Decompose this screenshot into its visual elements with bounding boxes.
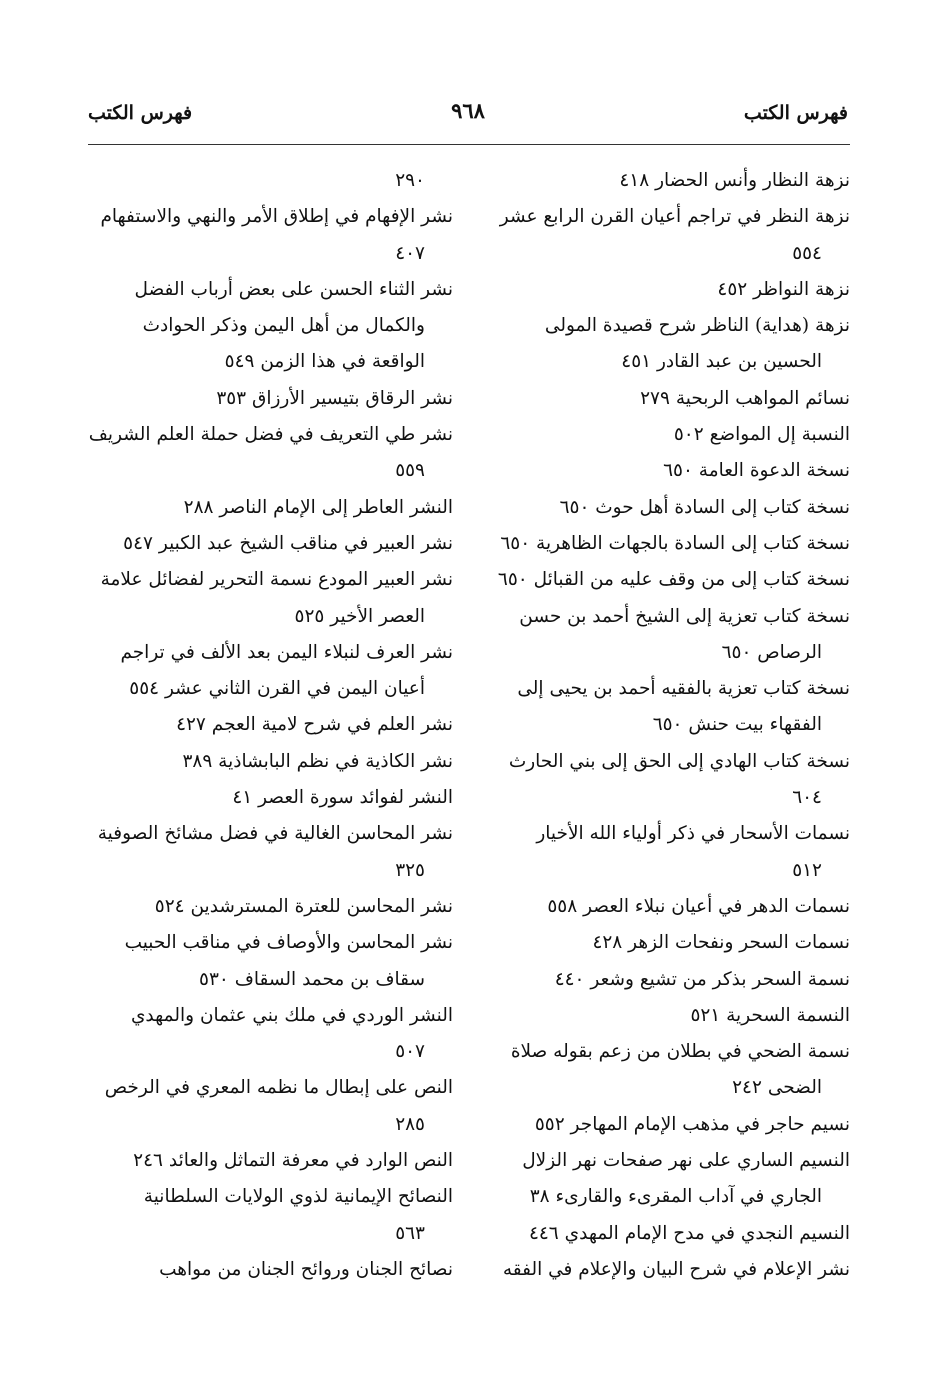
entry-title-line: النشر لفوائد سورة العصر ٤١ <box>232 787 453 809</box>
entry-title-line: النسيم النجدي في مدح الإمام المهدي ٤٤٦ <box>528 1222 850 1244</box>
index-entry <box>81 707 453 743</box>
entry-title-line: نسيم حاجر في مذهب الإمام المهاجر ٥٥٢ <box>534 1113 850 1135</box>
entry-continuation-line: ٥٥٤ <box>792 242 822 264</box>
index-entry <box>81 889 453 925</box>
entry-title-line: نشر الثناء الحسن على بعض أرباب الفضل <box>134 278 453 300</box>
entry-title-line: النصائح الإيمانية لذوي الولايات السلطانية <box>143 1186 453 1208</box>
entry-title-line: نسمات الأسحار في ذكر أولياء الله الأخيار <box>536 823 850 845</box>
entry-title-line: نسمات السحر ونفحات الزهر ٤٢٨ <box>592 932 850 954</box>
index-entry <box>81 1070 453 1143</box>
entry-continuation-line: ٥٠٧ <box>395 1041 425 1063</box>
index-entry <box>480 562 850 598</box>
entry-title-line: نسخة كتاب إلى من وقف عليه من القبائل ٦٥٠ <box>497 569 850 591</box>
entry-continuation-line: العصر الأخير ٥٢٥ <box>294 605 425 627</box>
entry-continuation-line: الفقهاء بيت حنش ٦٥٠ <box>652 714 822 736</box>
index-entry <box>81 163 453 199</box>
index-entry <box>480 744 850 817</box>
entry-title-line: نزهة النظار وأنس الحضار ٤١٨ <box>619 170 850 191</box>
entry-title-line: النص الوارد في معرفة التماثل والعائد ٢٤٦ <box>133 1150 453 1172</box>
index-entry <box>480 599 850 672</box>
entry-title-line: نشر العلم في شرح لامية العجم ٤٢٧ <box>176 714 453 736</box>
entry-continuation-line: ٥٦٣ <box>395 1222 425 1244</box>
index-entry <box>480 1034 850 1107</box>
entry-title-line: نسائم المواهب الربحية ٢٧٩ <box>640 387 850 409</box>
entry-continuation-line: الرصاص ٦٥٠ <box>721 641 822 663</box>
index-entry <box>81 272 453 381</box>
entry-continuation-line: سقاف بن محمد السقاف ٥٣٠ <box>199 968 425 990</box>
entry-title-line: النص على إبطال ما نظمه المعري في الرخص <box>104 1077 453 1099</box>
index-entry <box>81 780 453 816</box>
index-entry <box>81 925 453 998</box>
index-entry <box>480 889 850 925</box>
entry-title-line: نزهة النظر في تراجم أعيان القرن الرابع عشر <box>499 206 850 228</box>
entry-title-line: نسخة كتاب إلى السادة أهل حوث ٦٥٠ <box>559 496 850 518</box>
index-entry <box>81 1143 453 1179</box>
index-entry <box>480 1143 850 1216</box>
entry-title-line: نسخة كتاب تعزية بالفقيه أحمد بن يحيى إلى <box>517 678 850 700</box>
index-entry <box>480 199 850 272</box>
running-title-left: فهرس الكتب <box>88 102 193 124</box>
entry-continuation-line: الواقعة في هذا الزمن ٥٤٩ <box>224 351 425 373</box>
index-entry <box>480 453 850 489</box>
index-entry <box>480 163 850 199</box>
entry-title-line: النشر الوردي في ملك بني عثمان والمهدي <box>130 1004 453 1026</box>
header-rule <box>88 144 850 145</box>
index-entry <box>480 925 850 961</box>
index-column-right <box>480 163 850 1288</box>
entry-title-line: النسيم الساري على نهر صفحات نهر الزلال <box>522 1150 850 1172</box>
entry-continuation-line: الحسين بن عبد القادر ٤٥١ <box>621 351 822 373</box>
index-entry <box>81 526 453 562</box>
entry-title-line: نشر العبير المودع نسمة التحرير لفضائل علامة <box>100 569 453 591</box>
entry-title-line: نسمات الدهر في أعيان نبلاء العصر ٥٥٨ <box>547 895 850 917</box>
entry-continuation-line: ٥٥٩ <box>395 460 425 482</box>
index-entry <box>480 1216 850 1252</box>
index-column-left <box>81 163 453 1288</box>
index-entry <box>480 816 850 889</box>
index-entry <box>81 417 453 490</box>
index-entry <box>480 1252 850 1288</box>
index-entry <box>81 381 453 417</box>
entry-continuation-line: ٤٠٧ <box>395 242 425 264</box>
entry-continuation-line: ٢٨٥ <box>395 1113 425 1135</box>
entry-continuation-line: الجاري في آداب المقرىء والقارىء ٣٨ <box>529 1186 822 1208</box>
entry-continuation-line: ٥١٢ <box>792 859 822 881</box>
index-entry <box>81 816 453 889</box>
entry-title-line: نزهة النواظر ٤٥٢ <box>717 278 850 300</box>
index-entry <box>81 562 453 635</box>
index-entry <box>480 381 850 417</box>
entry-title-line: نسخة كتاب الهادي إلى الحق إلى بني الحارث <box>508 750 850 772</box>
entry-title-line: نسخة كتاب إلى السادة بالجهات الظاهرية ٦٥٠ <box>500 532 850 554</box>
entry-title-line: نسخة الدعوة العامة ٦٥٠ <box>663 460 850 482</box>
index-entry <box>480 417 850 453</box>
entry-title-line: نشر الكاذية في نظم البابشاذية ٣٨٩ <box>182 750 453 772</box>
index-entry <box>81 744 453 780</box>
entry-title-line: نشر المحاسن الغالية في فضل مشائخ الصوفية <box>97 823 453 845</box>
running-title-right: فهرس الكتب <box>743 102 848 124</box>
index-entry <box>81 1179 453 1252</box>
index-entry <box>480 272 850 308</box>
index-entry <box>81 635 453 708</box>
entry-title-line: النسبة إل المواضع ٥٠٢ <box>673 424 850 446</box>
page-header <box>88 98 848 138</box>
entry-title-line: نشر العبير في مناقب الشيخ عبد الكبير ٥٤٧ <box>123 532 453 554</box>
index-entry <box>81 490 453 526</box>
entry-continuation-line: والكمال من أهل اليمن وذكر الحوادث <box>142 315 425 337</box>
page-number: ٩٦٨ <box>451 98 485 123</box>
index-entry <box>480 962 850 998</box>
entry-title-line: نشر المحاسن للعترة المسترشدين ٥٢٤ <box>154 895 453 917</box>
index-entry <box>480 308 850 381</box>
index-entry <box>81 199 453 272</box>
entry-title-line: نشر الرقاق بتيسير الأرزاق ٣٥٣ <box>216 387 453 409</box>
entry-title-line: نسخة كتاب تعزية إلى الشيخ أحمد بن حسن <box>519 605 850 627</box>
entry-title-line: النشر العاطر إلى الإمام الناصر ٢٨٨ <box>183 496 453 518</box>
entry-title-line: نزهة (هداية) الناظر شرح قصيدة المولى <box>544 315 850 337</box>
entry-continuation-line: الضحى ٢٤٢ <box>732 1077 822 1099</box>
index-entry <box>81 998 453 1071</box>
entry-title-line: نشر الإفهام في إطلاق الأمر والنهي والاستفهام <box>100 206 453 228</box>
entry-title-line: نشر الإعلام في شرح البيان والإعلام في الفقه <box>502 1258 850 1280</box>
entry-title-line: نشر طي التعريف في فضل حملة العلم الشريف <box>88 424 453 446</box>
index-entry <box>480 671 850 744</box>
index-entry <box>480 490 850 526</box>
index-entry <box>480 1107 850 1143</box>
entry-continuation-line: أعيان اليمن في القرن الثاني عشر ٥٥٤ <box>129 678 425 700</box>
index-entry <box>480 526 850 562</box>
entry-continuation-line: ٣٢٥ <box>395 859 425 881</box>
entry-continuation-line: ٦٠٤ <box>792 787 822 809</box>
entry-title-line: النسمة السحرية ٥٢١ <box>690 1004 850 1026</box>
entry-title-line: ٢٩٠ <box>395 170 425 191</box>
entry-title-line: نشر العرف لنبلاء اليمن بعد الألف في تراجم <box>120 641 453 663</box>
entry-title-line: نسمة الضحي في بطلان من زعم بقوله صلاة <box>510 1041 850 1063</box>
entry-title-line: نصائح الجنان وروائح الجنان من مواهب <box>159 1258 453 1280</box>
index-entry <box>480 998 850 1034</box>
index-entry <box>81 1252 453 1288</box>
entry-title-line: نشر المحاسن والأوصاف في مناقب الحبيب <box>124 932 453 954</box>
entry-title-line: نسمة السحر بذكر من تشيع وشعر ٤٤٠ <box>554 968 850 990</box>
